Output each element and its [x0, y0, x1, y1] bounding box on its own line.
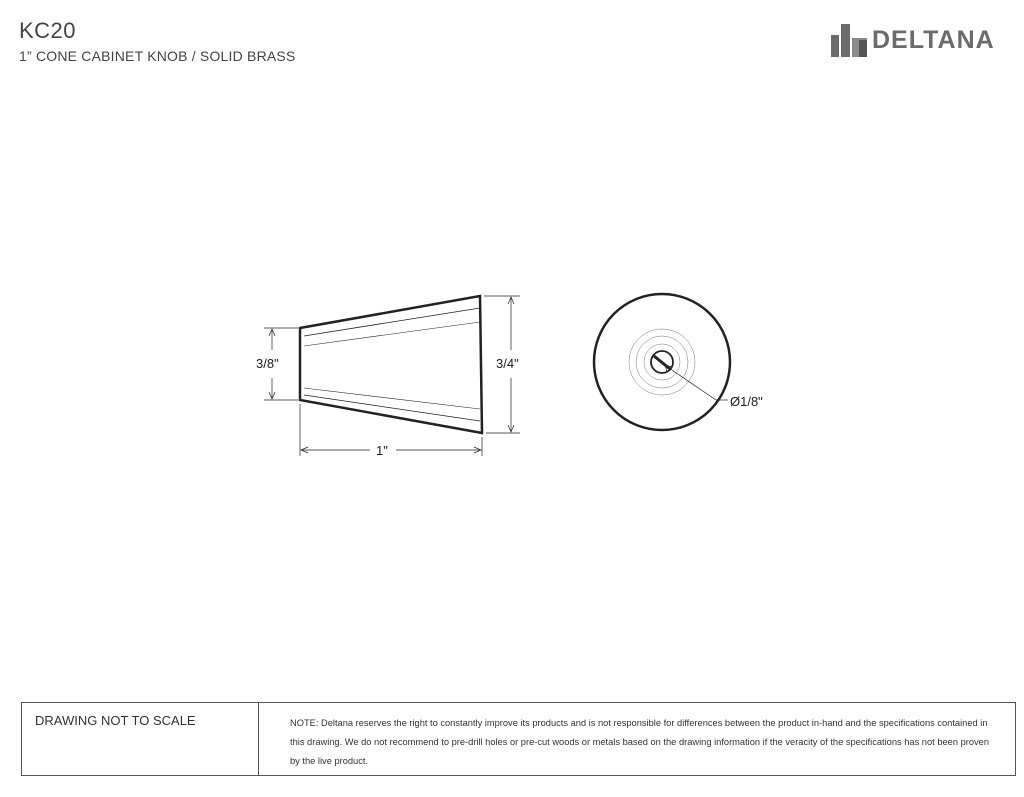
product-code: KC20: [19, 18, 77, 43]
logo-wordmark: DELTANA: [872, 26, 995, 54]
dim-small-label: 3/8": [256, 356, 279, 371]
product-description: 1” CONE CABINET KNOB / SOLID BRASS: [19, 48, 296, 64]
scale-note: DRAWING NOT TO SCALE: [35, 713, 196, 728]
dim-screw-label: Ø1/8": [730, 394, 763, 409]
end-view: [594, 294, 730, 430]
disclaimer-note: NOTE: Deltana reserves the right to constantly improve its products and is not responsible for differences between the product in-hand and the specifications contained in this drawing. We do not recommend to pre-drill holes or pre-cut woods or metals based on the drawing information if the veracity of the specifications has not been proven by the live product.: [290, 718, 990, 766]
cone-shade-line: [304, 322, 480, 346]
side-view: [264, 296, 520, 456]
footer-divider: [258, 703, 259, 775]
dim-length-label: 1": [376, 443, 388, 458]
footer-notes: [21, 702, 1016, 776]
dim-screw-leader: [666, 366, 716, 400]
dim-large-label: 3/4": [496, 356, 519, 371]
cone-outline: [300, 296, 482, 433]
